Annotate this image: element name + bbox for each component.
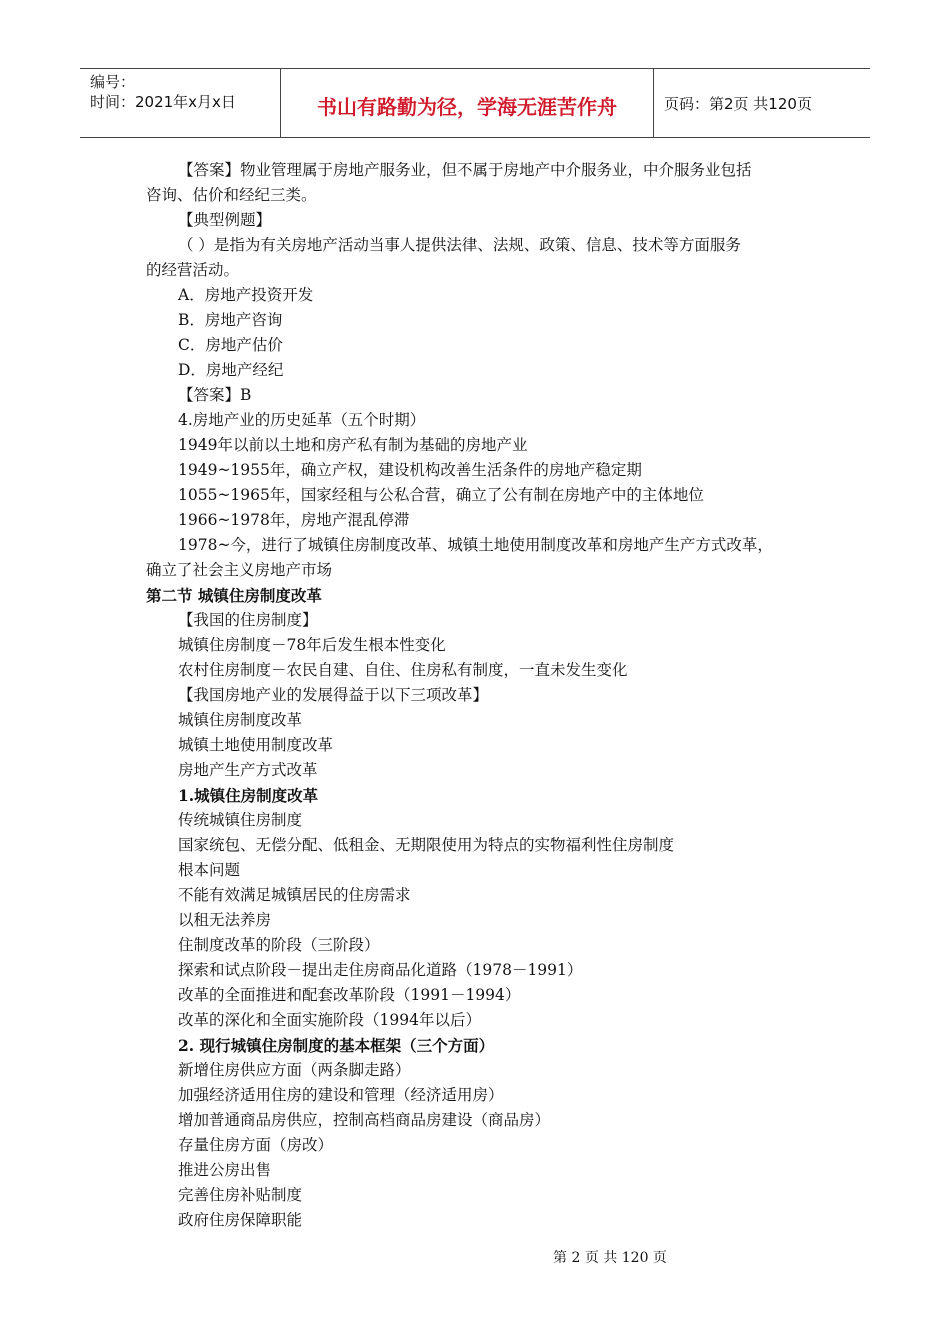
time-label: 时间：2021年x月x日	[90, 93, 236, 111]
text-line: 根本问题	[178, 861, 241, 879]
text-line: 探索和试点阶段－提出走住房商品化道路（1978－1991）	[178, 961, 583, 979]
page-footer	[0, 1247, 950, 1267]
text-line: 1949~1955年，确立产权，建设机构改善生活条件的房地产稳定期	[178, 461, 642, 479]
text-line: 增加普通商品房供应，控制高档商品房建设（商品房）	[178, 1111, 551, 1129]
text-line: 农村住房制度－农民自建、自住、住房私有制度，一直未发生变化	[178, 661, 628, 679]
text-line: B．房地产咨询	[178, 311, 283, 329]
text-line: 住制度改革的阶段（三阶段）	[178, 936, 380, 954]
text-line: 完善住房补贴制度	[178, 1186, 303, 1204]
text-line: 1949年以前以土地和房产私有制为基础的房地产业	[178, 436, 528, 454]
text-line: D．房地产经纪	[178, 361, 284, 379]
text-line: 【答案】物业管理属于房地产服务业，但不属于房地产中介服务业，中介服务业包括	[178, 161, 752, 179]
text-line: 1.城镇住房制度改革	[178, 786, 319, 805]
text-line: 推进公房出售	[178, 1161, 272, 1179]
text-line: C．房地产估价	[178, 336, 283, 354]
text-line: 咨询、估价和经纪三类。	[146, 186, 317, 204]
text-line: 国家统包、无偿分配、低租金、无期限使用为特点的实物福利性住房制度	[178, 836, 675, 854]
text-line: 存量住房方面（房改）	[178, 1136, 334, 1154]
motto: 书山有路勤为径，学海无涯苦作舟	[317, 95, 617, 119]
text-line: 1966~1978年，房地产混乱停滞	[178, 511, 410, 529]
header-motto-cell	[281, 69, 654, 137]
text-line: 改革的深化和全面实施阶段（1994年以后）	[178, 1011, 481, 1029]
text-line: 【典型例题】	[178, 211, 272, 229]
header-page-cell	[654, 69, 870, 137]
text-line: 房地产生产方式改革	[178, 761, 318, 779]
page-info: 页码：第2页 共120页	[664, 95, 812, 113]
text-line: 【我国的住房制度】	[178, 611, 318, 629]
text-line: 城镇土地使用制度改革	[178, 736, 334, 754]
text-line: 确立了社会主义房地产市场	[146, 561, 333, 579]
text-line: 1978~今，进行了城镇住房制度改革、城镇土地使用制度改革和房地产生产方式改革，	[178, 536, 773, 554]
text-line: 城镇住房制度－78年后发生根本性变化	[178, 636, 446, 654]
text-line: 加强经济适用住房的建设和管理（经济适用房）	[178, 1086, 504, 1104]
text-line: 的经营活动。	[146, 261, 240, 279]
page-header	[80, 68, 870, 138]
text-line: 1055~1965年，国家经租与公私合营，确立了公有制在房地产中的主体地位	[178, 486, 704, 504]
code-label: 编号：	[90, 73, 136, 91]
text-line: 传统城镇住房制度	[178, 811, 303, 829]
text-line: 政府住房保障职能	[178, 1211, 303, 1229]
header-info-cell	[80, 69, 281, 137]
text-line: 不能有效满足城镇居民的住房需求	[178, 886, 411, 904]
document-body	[146, 158, 826, 1233]
text-line: 2. 现行城镇住房制度的基本框架（三个方面）	[178, 1036, 495, 1055]
text-line: 以租无法养房	[178, 911, 272, 929]
text-line: 4.房地产业的历史延革（五个时期）	[178, 411, 426, 429]
text-line: 城镇住房制度改革	[178, 711, 303, 729]
text-line: A．房地产投资开发	[178, 286, 314, 304]
text-line: 【答案】B	[178, 386, 252, 404]
text-line: 第二节 城镇住房制度改革	[146, 586, 322, 605]
text-line: （ ）是指为有关房地产活动当事人提供法律、法规、政策、信息、技术等方面服务	[178, 236, 741, 254]
text-line: 改革的全面推进和配套改革阶段（1991－1994）	[178, 986, 521, 1004]
footer-page-number: 第 2 页 共 120 页	[553, 1250, 667, 1266]
text-line: 【我国房地产业的发展得益于以下三项改革】	[178, 686, 489, 704]
text-line: 新增住房供应方面（两条脚走路）	[178, 1061, 411, 1079]
